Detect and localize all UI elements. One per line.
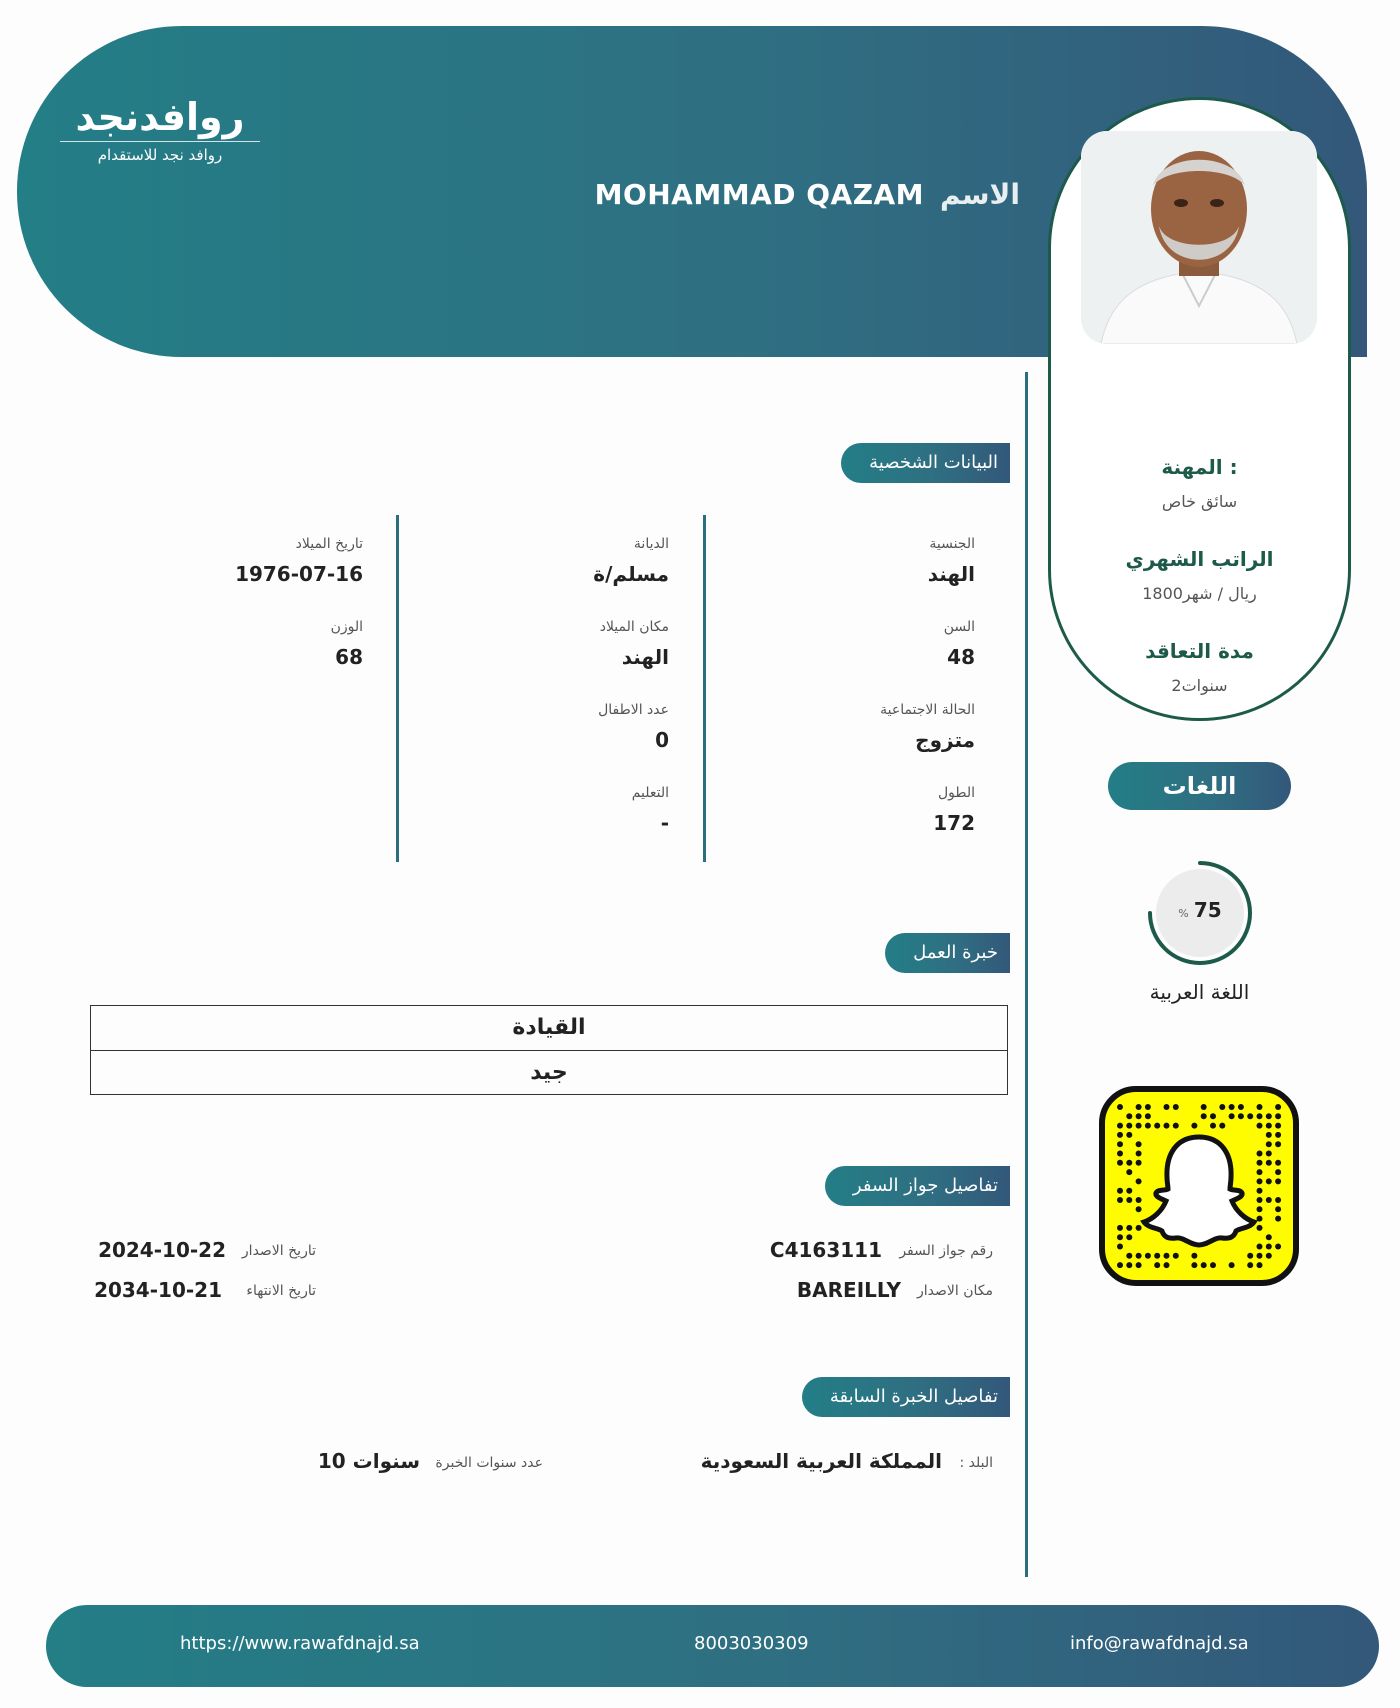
snapcode-dot [1201,1113,1207,1119]
snapcode-dot [1275,1141,1281,1147]
snapcode-dot [1117,1188,1123,1194]
column-divider [396,515,399,862]
snapcode-dot [1126,1123,1132,1129]
profile-photo [1081,131,1317,344]
logo-text: روافد نجد للاستقدام [97,146,223,164]
column-divider [703,515,706,862]
snapcode-dot [1257,1123,1263,1129]
personal-section-tag: البيانات الشخصية [841,443,1010,483]
years-label: عدد سنوات الخبرة [435,1455,543,1471]
snapcode-dot [1275,1160,1281,1166]
snapcode-dot [1117,1160,1123,1166]
snapcode-dot [1145,1104,1151,1110]
snapcode-dot [1126,1225,1132,1231]
snapcode-dot [1257,1244,1263,1250]
years-value: 10 سنوات [317,1449,420,1473]
snapcode-dot [1136,1123,1142,1129]
language-gauge [1147,860,1253,966]
snapcode-dot [1275,1132,1281,1138]
snapcode-dot [1219,1123,1225,1129]
snapcode-dot [1117,1262,1123,1268]
snapcode-dot [1117,1225,1123,1231]
person-photo-icon [1081,131,1317,344]
snapcode-dot [1247,1253,1253,1259]
skill-name: القيادة [512,1015,586,1040]
snapcode-dot [1136,1262,1142,1268]
snapcode-dot [1257,1169,1263,1175]
snapcode-dot [1117,1244,1123,1250]
snapcode-dot [1154,1253,1160,1259]
snapcode-dot [1136,1178,1142,1184]
snapcode-dot [1257,1188,1263,1194]
phone-number[interactable]: 8003030309 [694,1633,809,1654]
snapcode-dot [1275,1123,1281,1129]
issue-date-value: 2024-10-22 [98,1238,226,1262]
birthplace-value: الهند [621,645,669,669]
snapcode-dot [1229,1104,1235,1110]
weight-value: 68 [335,645,363,669]
snapcode-dot [1210,1123,1216,1129]
religion-value: مسلم/ة [593,562,669,586]
snapcode-dot [1117,1151,1123,1157]
name-label: الاسم [940,178,1020,211]
snapcode-dot [1173,1123,1179,1129]
snapcode-dot [1164,1253,1170,1259]
snapcode-dot [1219,1104,1225,1110]
snapcode-dot [1154,1123,1160,1129]
snapcode-dot [1266,1253,1272,1259]
snapcode-dot [1136,1113,1142,1119]
contract-label: مدة التعاقد [1145,639,1254,663]
snapcode-dot [1136,1104,1142,1110]
previous-experience-section-tag: تفاصيل الخبرة السابقة [802,1377,1010,1417]
snapcode-dot [1266,1244,1272,1250]
snapcode-dot [1164,1123,1170,1129]
weight-label: الوزن [330,619,363,635]
snapcode-dot [1275,1178,1281,1184]
age-value: 48 [947,645,975,669]
birthdate-label: تاريخ الميلاد [295,536,363,552]
skill-level: جيد [91,1050,1007,1095]
birthdate-value: 1976-07-16 [235,562,363,586]
snapcode-dot [1257,1178,1263,1184]
snapcode-dot [1257,1262,1263,1268]
snapcode-dot [1257,1206,1263,1212]
snapcode-dot [1191,1253,1197,1259]
snapcode-dot [1275,1169,1281,1175]
snapcode-dot [1266,1234,1272,1240]
experience-section-tag: خبرة العمل [885,933,1010,973]
email-link[interactable]: info@rawafdnajd.sa [1070,1633,1249,1654]
snapcode-dot [1275,1206,1281,1212]
snapcode-dot [1173,1253,1179,1259]
issue-place-value: BAREILLY [796,1278,901,1302]
snapcode-dot [1136,1253,1142,1259]
snapcode-dot [1201,1104,1207,1110]
age-label: السن [943,619,975,635]
height-value: 172 [933,811,975,835]
issue-place-label: مكان الاصدار [917,1283,993,1299]
snapcode-dot [1117,1141,1123,1147]
languages-title: اللغات [1108,762,1291,810]
country-value: المملكة العربية السعودية [700,1449,942,1473]
snapcode-dot [1229,1262,1235,1268]
gauge-value: 75 [1193,898,1222,922]
education-label: التعليم [631,785,669,801]
children-label: عدد الاطفال [598,702,669,718]
marital-status-label: الحالة الاجتماعية [880,702,975,718]
snapcode-dot [1164,1104,1170,1110]
snapcode-dot [1145,1113,1151,1119]
snapcode-dot [1247,1113,1253,1119]
salary-label: الراتب الشهري [1125,547,1274,571]
snapcode-dot [1247,1262,1253,1268]
snapcode [1098,1085,1300,1287]
snapcode-dot [1136,1141,1142,1147]
snapcode-dot [1201,1262,1207,1268]
snapcode-dot [1266,1151,1272,1157]
nationality-value: الهند [927,562,975,586]
snapcode-dot [1117,1123,1123,1129]
snapcode-dot [1191,1262,1197,1268]
snapcode-dot [1229,1113,1235,1119]
website-link[interactable]: https://www.rawafdnajd.sa [180,1633,420,1654]
height-label: الطول [937,785,975,801]
snapcode-dot [1266,1160,1272,1166]
company-logo [60,95,260,175]
snapcode-dot [1126,1197,1132,1203]
passport-number-value: C4163111 [769,1238,882,1262]
snapcode-dot [1126,1253,1132,1259]
snapcode-dot [1136,1206,1142,1212]
snapcode-dot [1238,1104,1244,1110]
religion-label: الديانة [633,536,669,552]
snapcode-dot [1173,1104,1179,1110]
skills-table [90,1005,1008,1095]
children-value: 0 [655,728,669,752]
country-label: البلد : [959,1455,993,1471]
expiry-date-label: تاريخ الانتهاء [246,1283,316,1299]
gauge-percent-sign: % [1178,907,1189,920]
snapcode-dot [1275,1113,1281,1119]
birthplace-label: مكان الميلاد [599,619,669,635]
snapchat-icon [1098,1085,1300,1287]
snapcode-dot [1266,1178,1272,1184]
snapcode-dot [1154,1262,1160,1268]
snapcode-dot [1266,1113,1272,1119]
name-value: MOHAMMAD QAZAM [594,178,925,211]
snapcode-dot [1126,1234,1132,1240]
snapcode-dot [1136,1225,1142,1231]
snapcode-dot [1126,1188,1132,1194]
snapcode-dot [1117,1197,1123,1203]
marital-status-value: متزوج [915,728,975,752]
snapcode-dot [1257,1151,1263,1157]
snapcode-dot [1126,1169,1132,1175]
snapcode-dot [1257,1160,1263,1166]
snapcode-dot [1238,1113,1244,1119]
salary-value: 1800ريال / شهر [1142,584,1257,603]
snapcode-dot [1191,1123,1197,1129]
snapcode-dot [1136,1160,1142,1166]
occupation-label: المهنة : [1161,455,1238,479]
expiry-date-value: 2034-10-21 [94,1278,222,1302]
snapcode-dot [1117,1234,1123,1240]
snapcode-dot [1117,1132,1123,1138]
snapcode-dot [1126,1262,1132,1268]
snapcode-dot [1126,1132,1132,1138]
snapcode-dot [1275,1197,1281,1203]
occupation-value: سائق خاص [1161,492,1238,511]
snapcode-dot [1145,1253,1151,1259]
snapcode-dot [1257,1104,1263,1110]
snapcode-dot [1117,1104,1123,1110]
logo-mark: روافدنجد [60,95,260,142]
footer-bar [46,1605,1379,1687]
passport-section-tag: تفاصيل جواز السفر [825,1166,1010,1206]
snapcode-dot [1266,1132,1272,1138]
nationality-label: الجنسية [929,536,975,552]
snapcode-dot [1275,1216,1281,1222]
education-value: - [660,811,669,835]
name-row [595,178,1020,211]
snapcode-dot [1210,1262,1216,1268]
contract-value: 2سنوات [1171,676,1228,695]
snapcode-dot [1145,1123,1151,1129]
snapcode-dot [1257,1253,1263,1259]
snapcode-dot [1257,1225,1263,1231]
snapcode-dot [1126,1113,1132,1119]
snapcode-dot [1210,1113,1216,1119]
snapcode-dot [1257,1197,1263,1203]
snapcode-dot [1266,1141,1272,1147]
snapcode-dot [1164,1262,1170,1268]
snapcode-dot [1136,1151,1142,1157]
timeline-line [1025,372,1028,1577]
language-name: اللغة العربية [1149,980,1250,1004]
passport-number-label: رقم جواز السفر [899,1243,993,1259]
snapcode-dot [1266,1123,1272,1129]
snapcode-dot [1126,1160,1132,1166]
snapcode-dot [1257,1113,1263,1119]
snapcode-dot [1266,1197,1272,1203]
issue-date-label: تاريخ الاصدار [241,1243,316,1259]
snapcode-dot [1275,1104,1281,1110]
snapcode-dot [1275,1244,1281,1250]
snapcode-dot [1136,1197,1142,1203]
